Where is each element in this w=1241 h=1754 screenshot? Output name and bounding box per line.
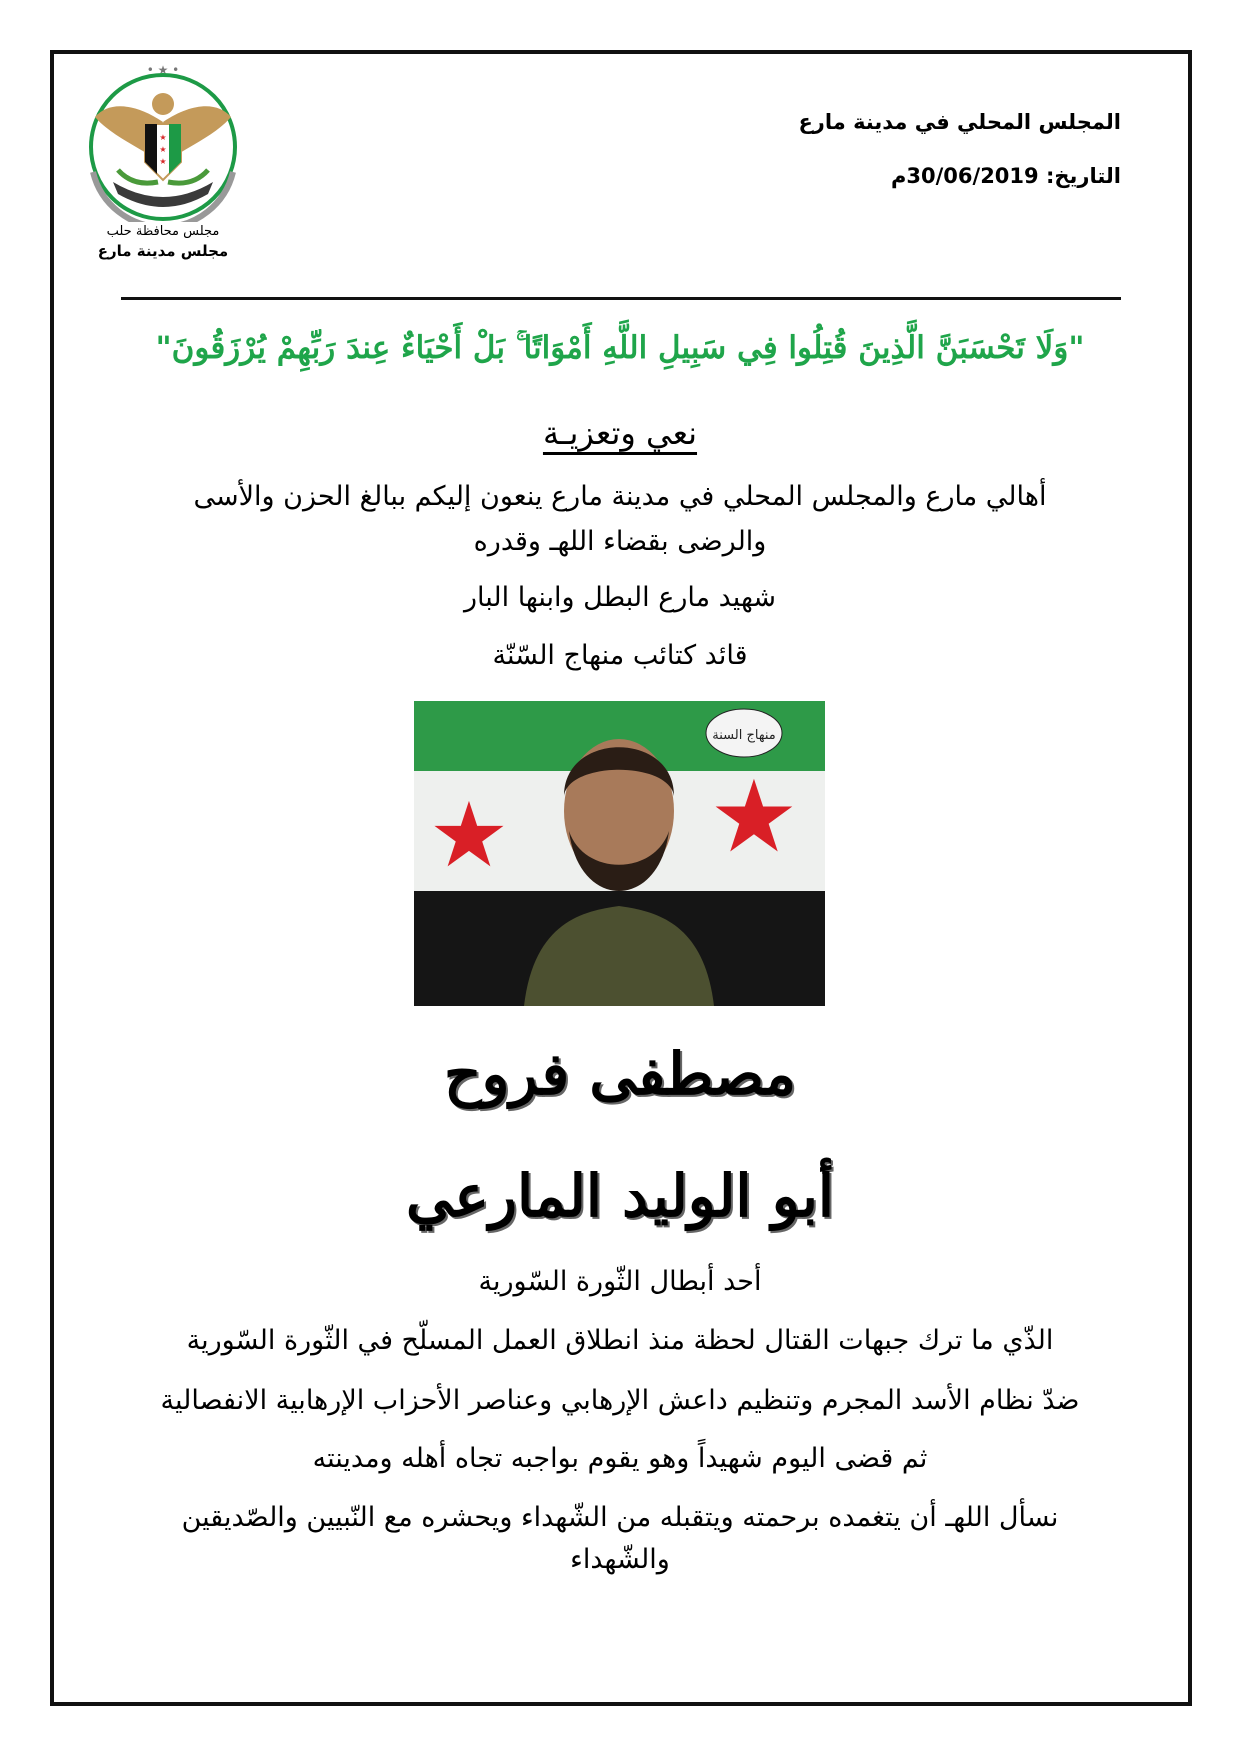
header-date: التاريخ: 30/06/2019م xyxy=(891,164,1121,188)
body-line-6: والشّهداء xyxy=(570,1544,670,1575)
svg-text:★: ★ xyxy=(709,758,799,875)
svg-text:★: ★ xyxy=(159,157,167,166)
martyr-name: مصطفى فروح xyxy=(444,1040,796,1108)
svg-text:• ★ •: • ★ • xyxy=(146,63,180,77)
logo-line-city: مجلس مدينة مارع xyxy=(97,242,229,260)
body-line-4: ثم قضى اليوم شهيداً وهو يقوم بواجبه تجاه أهله ومدينته xyxy=(312,1443,928,1474)
body-line-5: نسأل اللهـ أن يتغمده برحمته ويتقبله من الشّهداء ويحشره مع النّبيين والصّديقين xyxy=(181,1502,1059,1533)
heading: نعي وتعزيـة xyxy=(542,414,698,452)
intro-line-2: والرضى بقضاء اللهـ وقدره xyxy=(473,526,767,557)
intro-line-1: أهالي مارع والمجلس المحلي في مدينة مارع ينعون إليكم ببالغ الحزن والأسى xyxy=(193,481,1047,512)
divider xyxy=(121,297,1121,300)
svg-text:★: ★ xyxy=(159,133,167,142)
header-title: المجلس المحلي في مدينة مارع xyxy=(798,110,1121,134)
quran-verse: "وَلَا تَحْسَبَنَّ الَّذِينَ قُتِلُوا فِي سَبِيلِ اللَّهِ أَمْوَاتًا ۚ بَلْ أَحْيَاءٌ عِندَ رَبِّهِمْ يُرْزَقُونَ" xyxy=(155,330,1085,366)
intro-line-4: قائد كتائب منهاج السّنّة xyxy=(492,640,748,671)
logo-line-governorate: مجلس محافظة حلب xyxy=(106,224,220,239)
body-line-3: ضدّ نظام الأسد المجرم وتنظيم داعش الإرهابي وعناصر الأحزاب الإرهابية الانفصالية xyxy=(160,1385,1080,1416)
martyr-photo xyxy=(414,701,825,1006)
martyr-kunya: أبو الوليد المارعي xyxy=(406,1162,834,1230)
svg-text:★: ★ xyxy=(428,783,510,888)
body-line-2: الذّي ما ترك جبهات القتال لحظة منذ انطلاق العمل المسلّح في الثّورة السّورية xyxy=(186,1325,1054,1356)
council-logo xyxy=(73,62,253,222)
photo-logo-text: منهاج السنة xyxy=(712,728,776,743)
body-line-1: أحد أبطال الثّورة السّورية xyxy=(478,1266,762,1297)
intro-line-3: شهيد مارع البطل وابنها البار xyxy=(463,582,777,613)
svg-text:★: ★ xyxy=(159,145,167,154)
